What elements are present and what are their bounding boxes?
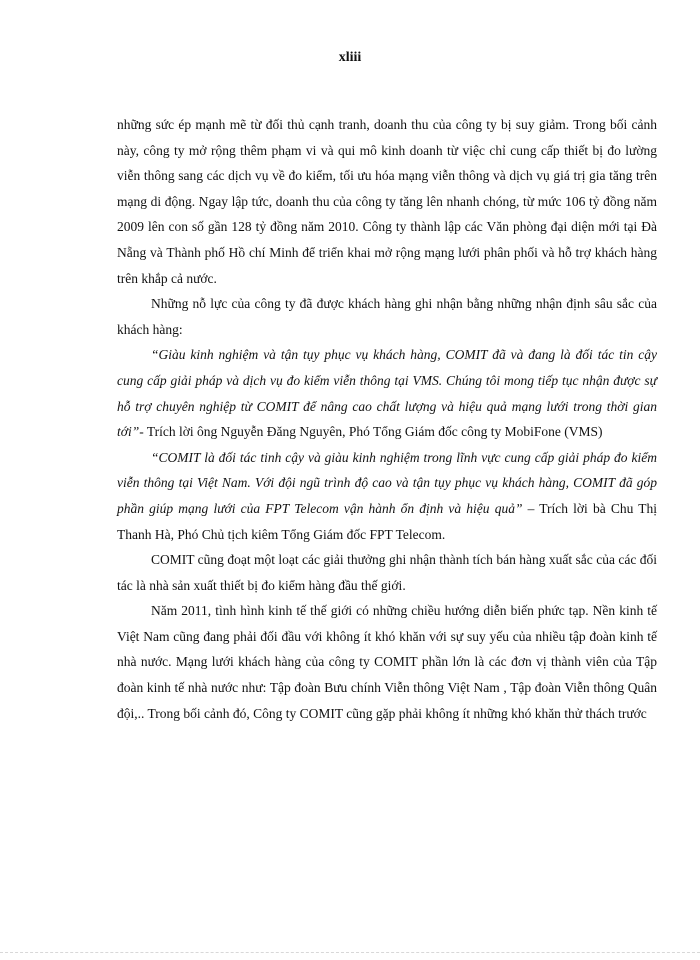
quote-fpt [117,445,657,547]
quote-vms-text: “Giàu kinh nghiệm và tận tụy phục vụ khách hàng, COMIT đã và đang là đối tác tin cậy cung cấp giải pháp và dịch vụ đo kiểm viễn thông tại VMS. Chúng tôi mong tiếp tục nhận được sự hỗ trợ chuyên nghiệp từ COMIT để nâng cao chất lượng và hiệu quả mạng lưới trong thời gian tới” [117,347,657,440]
quote-vms-attribution: - Trích lời ông Nguyễn Đăng Nguyên, Phó Tổng Giám đốc công ty MobiFone (VMS) [139,424,603,440]
quote-fpt-text: “COMIT là đối tác tinh cậy và giàu kinh nghiệm trong lĩnh vực cung cấp giải pháp đo kiểm viễn thông tại Việt Nam. Với đội ngũ trình độ cao và tận tụy phục vụ khách hàng, COMIT đã góp phần giúp mạng lưới của FPT Telecom vận hành ổn định và hiệu quả” [117,449,657,516]
paragraph-2011-economy: Năm 2011, tình hình kinh tế thế giới có những chiều hướng diễn biến phức tạp. Nền kinh tế Việt Nam cũng đang phải đối đầu với không ít khó khăn với sự suy yếu của nhiều tập đoàn kinh tế nhà nước. Mạng lưới khách hàng của công ty COMIT phần lớn là các đơn vị thành viên của Tập đoàn kinh tế nhà nước như: Tập đoàn Bưu chính Viễn thông Việt Nam , Tập đoàn Viễn thông Quân đội,.. Trong bối cảnh đó, Công ty COMIT cũng gặp phải không ít những khó khăn thử thách trước [117,603,657,721]
paragraph-customer-recognition: Những nỗ lực của công ty đã được khách hàng ghi nhận bằng những nhận định sâu sắc của khách hàng: [117,296,657,337]
page-bottom-divider [0,952,700,953]
quote-vms [117,342,657,444]
paragraph-revenue-growth: những sức ép mạnh mẽ từ đối thủ cạnh tranh, doanh thu của công ty bị suy giảm. Trong bối cảnh này, công ty mở rộng thêm phạm vi và qui mô kinh doanh từ việc chỉ cung cấp thiết bị đo lường viễn thông sang các dịch vụ về đo kiểm, tối ưu hóa mạng viễn thông và dịch vụ giá trị gia tăng trên mạng di động. Ngay lập tức, doanh thu của công ty tăng lên nhanh chóng, từ mức 106 tỷ đồng năm 2009 lên con số gần 128 tỷ đồng năm 2010. Công ty thành lập các Văn phòng đại diện mới tại Đà Nẵng và Thành phố Hồ chí Minh để triển khai mở rộng mạng lưới phân phối và hỗ trợ khách hàng trên khắp cả nước. [117,117,657,286]
paragraph-awards: COMIT cũng đoạt một loạt các giải thưởng ghi nhận thành tích bán hàng xuất sắc của các đối tác là nhà sản xuất thiết bị đo kiểm hàng đầu thế giới. [117,552,657,593]
page-number: xliii [338,50,362,65]
quote-fpt-attribution: – Trích lời bà Chu Thị Thanh Hà, Phó Chủ tịch kiêm Tổng Giám đốc FPT Telecom. [117,500,657,542]
page-body [117,112,657,726]
